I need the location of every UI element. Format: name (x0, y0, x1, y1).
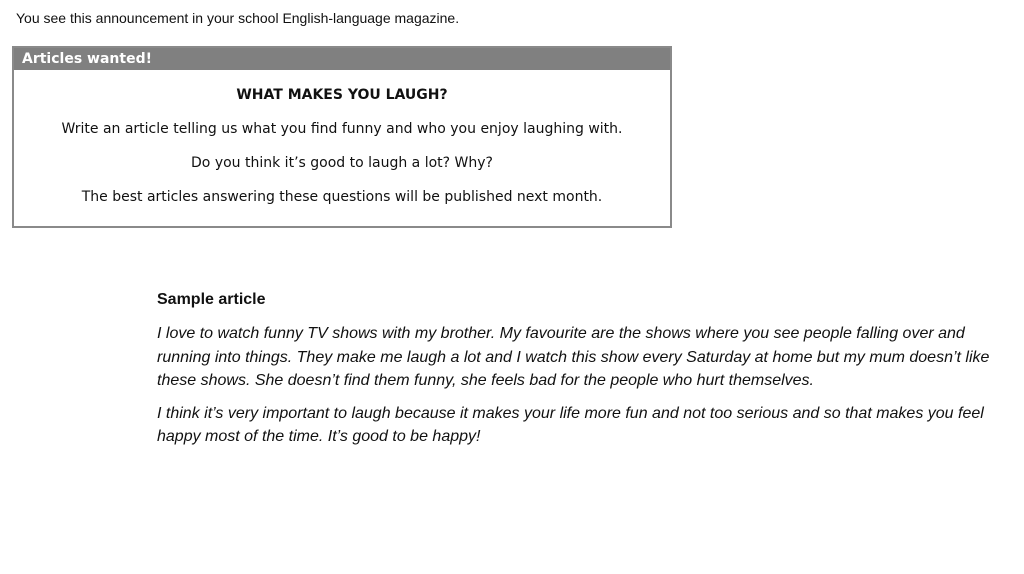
announcement-title: WHAT MAKES YOU LAUGH? (236, 87, 448, 103)
sample-article-paragraph: I love to watch funny TV shows with my brother. My favourite are the shows where you see people falling over and running into things. They make me laugh a lot and I watch this show every Saturday at home but my mum doesn’t like these shows. She doesn’t find them funny, she feels bad for the people who hurt themselves. (157, 325, 990, 389)
announcement-line: Do you think it’s good to laugh a lot? Why? (191, 155, 493, 171)
announcement-box (12, 46, 672, 228)
intro-text: You see this announcement in your school English-language magazine. (16, 10, 460, 26)
sample-article-paragraph: I think it’s very important to laugh because it makes your life more fun and not too serious and so that makes you feel happy most of the time. It’s good to be happy! (157, 404, 984, 445)
announcement-body (14, 85, 670, 207)
sample-article (157, 290, 997, 458)
announcement-header: Articles wanted! (14, 48, 670, 70)
announcement-line: Write an article telling us what you find funny and who you enjoy laughing with. (61, 121, 623, 137)
sample-article-title: Sample article (157, 291, 266, 308)
announcement-line: The best articles answering these questions will be published next month. (81, 189, 603, 205)
